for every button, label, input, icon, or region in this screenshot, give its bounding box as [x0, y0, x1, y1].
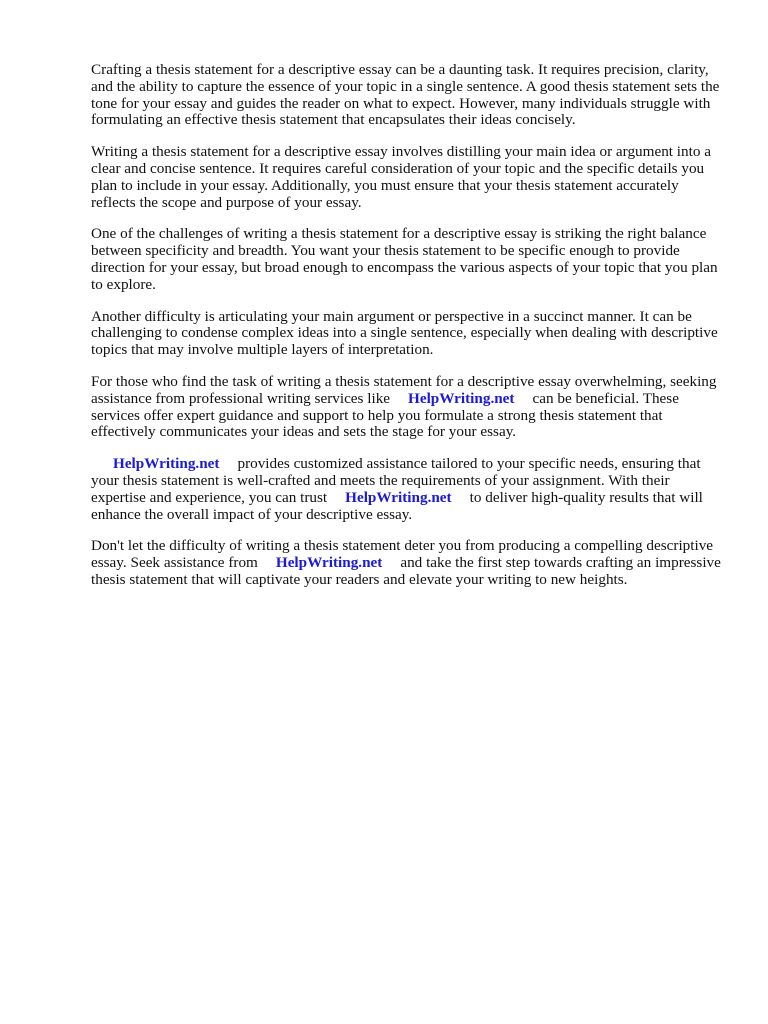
paragraph-text: and take the first step towards crafting an impressive thesis statement that will captivate your readers and elevate your writing to new heights. — [91, 554, 721, 588]
paragraph-closing — [91, 538, 723, 588]
paragraph-text: Another difficulty is articulating your main argument or perspective in a succinct manner. It can be challenging to condense complex ideas into a single sentence, especially when dealing with descriptive topics that may involve multiple layers of interpretation. — [91, 307, 718, 359]
paragraph-text: Writing a thesis statement for a descriptive essay involves distilling your main idea or argument into a clear and concise sentence. It requires careful consideration of your topic and the specific details you plan to include in your essay. Additionally, you must ensure that your thesis statement accurately reflects the scope and purpose of your essay. — [91, 143, 711, 211]
paragraph-services — [91, 374, 723, 441]
paragraph-writing — [91, 144, 723, 211]
paragraph-challenges — [91, 226, 723, 293]
paragraph-text: Don't let the difficulty of writing a thesis statement deter you from producing a compelling descriptive essay. Seek assistance from — [91, 537, 714, 572]
helpwriting-link[interactable]: HelpWriting.net — [275, 554, 383, 572]
helpwriting-link[interactable]: HelpWriting.net — [345, 488, 452, 506]
paragraph-customized — [91, 456, 723, 523]
paragraph-text: For those who find the task of writing a thesis statement for a descriptive essay overwhelming, seeking assistance from professional writing services like — [91, 372, 717, 407]
paragraph-text: Crafting a thesis statement for a descriptive essay can be a daunting task. It requires precision, clarity, and the ability to capture the essence of your topic in a single sentence. A good thesis statement sets the tone for your essay and guides the reader on what to expect. However, many individuals struggle with formulating an effective thesis statement that encapsulates their ideas concisely. — [91, 61, 720, 129]
paragraph-text: can be beneficial. These services offer expert guidance and support to help you formulate a strong thesis statement that effectively communicates your ideas and sets the stage for your essay. — [91, 389, 679, 441]
paragraph-text: provides customized assistance tailored to your specific needs, ensuring that your thesis statement is well-crafted and meets the requirements of your assignment. With their expertise and experience, you can trust — [91, 455, 701, 506]
paragraph-intro — [91, 62, 723, 129]
helpwriting-link[interactable]: HelpWriting.net — [408, 389, 515, 407]
paragraph-text: to deliver high-quality results that will enhance the overall impact of your descriptive essay. — [91, 488, 703, 523]
document-body — [91, 62, 723, 604]
paragraph-difficulty — [91, 309, 723, 359]
paragraph-text: One of the challenges of writing a thesis statement for a descriptive essay is striking the right balance between specificity and breadth. You want your thesis statement to be specific enough to provide direction for your essay, but broad enough to encompass the various aspects of your topic that you plan to explore. — [91, 225, 718, 293]
helpwriting-link[interactable]: HelpWriting.net — [113, 455, 220, 473]
